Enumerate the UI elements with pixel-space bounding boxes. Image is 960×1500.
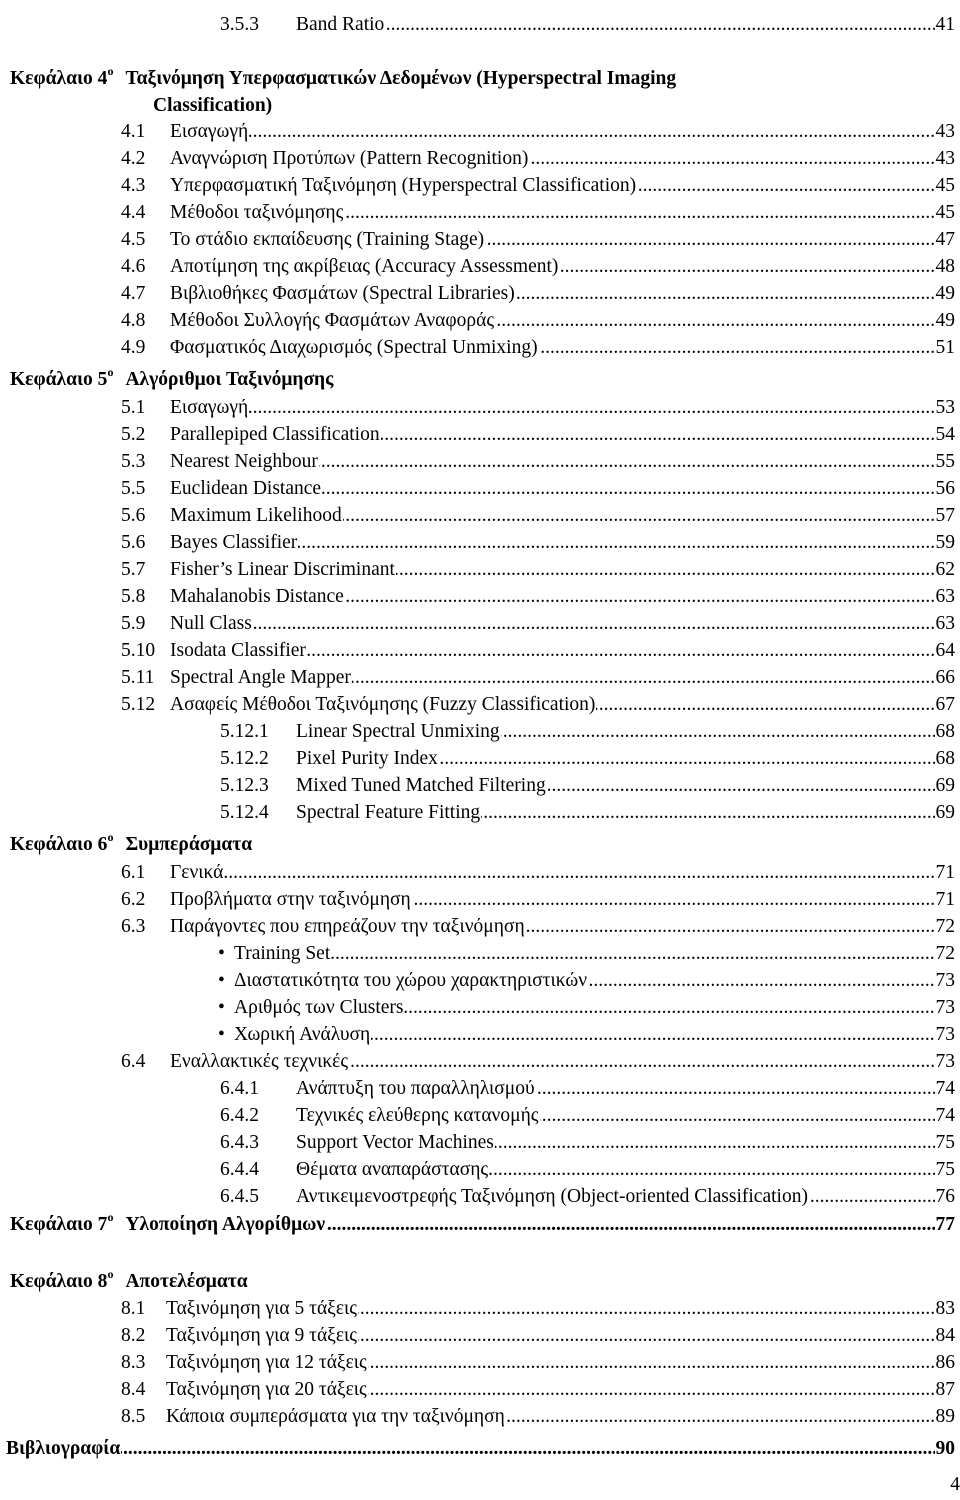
toc-entry[interactable] xyxy=(121,476,955,502)
page-ref: 83 xyxy=(935,1296,956,1322)
entry-number: 8.4 xyxy=(121,1379,146,1400)
entry-text xyxy=(220,1184,809,1210)
toc-chapter-entry[interactable] xyxy=(10,1269,955,1295)
page-ref: 56 xyxy=(935,476,956,502)
page-ref: 73 xyxy=(935,1022,956,1048)
entry-title: Προβλήματα στην ταξινόμηση xyxy=(170,889,411,910)
entry-number: 8.2 xyxy=(121,1325,146,1346)
entry-title: Αποτίμηση της ακρίβειας (Accuracy Assessment) xyxy=(170,256,559,277)
chapter-title: Ταξινόμηση Υπερφασματικών Δεδομένων (Hyperspectral Imaging xyxy=(125,68,677,89)
bullet-icon: • xyxy=(218,997,225,1018)
page-ref: 77 xyxy=(935,1212,956,1238)
entry-text xyxy=(121,254,559,280)
page-ref: 76 xyxy=(935,1184,956,1210)
entry-text xyxy=(121,860,224,886)
toc-entry[interactable] xyxy=(220,746,955,772)
entry-number: 5.6 xyxy=(121,532,146,553)
toc-entry[interactable] xyxy=(121,557,955,583)
page-ref: 86 xyxy=(935,1350,956,1376)
entry-title: Euclidean Distance xyxy=(170,478,322,499)
chapter-ordinal: ο xyxy=(107,64,114,78)
entry-text xyxy=(121,914,526,940)
entry-text xyxy=(121,638,307,664)
toc-entry[interactable] xyxy=(218,1022,955,1048)
entry-title: Parallepiped Classification xyxy=(170,424,380,445)
page-ref: 74 xyxy=(935,1076,956,1102)
entry-text xyxy=(121,665,352,691)
chapter-ordinal: ο xyxy=(107,830,114,844)
entry-title: Βιβλιογραφία xyxy=(6,1438,121,1459)
page-ref: 48 xyxy=(935,254,956,280)
entry-title: Mixed Tuned Matched Filtering xyxy=(296,775,546,796)
entry-text xyxy=(121,1323,358,1349)
entry-title: Nearest Neighbour xyxy=(170,451,318,472)
page-ref: 45 xyxy=(935,173,956,199)
entry-number: 6.4.4 xyxy=(220,1159,259,1180)
chapter-label: Κεφάλαιο 8 xyxy=(10,1271,108,1292)
page-ref: 71 xyxy=(935,860,956,886)
entry-text xyxy=(121,422,381,448)
entry-number: 6.1 xyxy=(121,862,146,883)
entry-number: 5.6 xyxy=(121,505,146,526)
entry-title: Ταξινόμηση για 5 τάξεις xyxy=(166,1298,358,1319)
entry-title: Το στάδιο εκπαίδευσης (Training Stage) xyxy=(170,229,485,250)
toc-entry[interactable] xyxy=(220,1157,955,1183)
toc-entry[interactable] xyxy=(121,1350,955,1376)
toc-chapter-entry[interactable] xyxy=(10,66,955,92)
page-ref: 55 xyxy=(935,449,956,475)
entry-number: 5.12 xyxy=(121,694,156,715)
toc-entry[interactable] xyxy=(6,1436,955,1462)
entry-number: 6.4.3 xyxy=(220,1132,259,1153)
chapter-label: Κεφάλαιο 7 xyxy=(10,1214,108,1235)
toc-entry[interactable] xyxy=(121,503,955,529)
toc-entry[interactable] xyxy=(121,887,955,913)
entry-title: Αντικειμενοστρεφής Ταξινόμηση (Object-oriented Classification) xyxy=(296,1186,808,1207)
entry-text xyxy=(121,281,516,307)
page-ref: 41 xyxy=(935,12,956,38)
bullet-icon: • xyxy=(218,970,225,991)
toc-entry[interactable] xyxy=(220,12,955,38)
toc-chapter-entry[interactable] xyxy=(10,1212,955,1238)
entry-text xyxy=(121,1296,358,1322)
toc-entry[interactable] xyxy=(121,119,955,145)
toc-entry[interactable] xyxy=(121,281,955,307)
entry-number: 4.8 xyxy=(121,310,146,331)
toc-entry[interactable] xyxy=(220,1130,955,1156)
entry-number: 4.4 xyxy=(121,202,146,223)
page-ref: 71 xyxy=(935,887,956,913)
entry-text xyxy=(10,367,334,393)
page-ref: 72 xyxy=(935,914,956,940)
chapter-ordinal: ο xyxy=(107,1267,114,1281)
entry-title: Ανάπτυξη του παραλληλισμού xyxy=(296,1078,535,1099)
entry-number: 4.5 xyxy=(121,229,146,250)
entry-text xyxy=(220,719,501,745)
entry-title: Isodata Classifier xyxy=(170,640,306,661)
entry-text xyxy=(218,941,331,967)
page-ref: 49 xyxy=(935,308,956,334)
entry-title: Διαστατικότητα του χώρου χαρακτηριστικών xyxy=(234,970,588,991)
page-ref: 75 xyxy=(935,1130,956,1156)
page-ref: 47 xyxy=(935,227,956,253)
entry-text xyxy=(121,887,412,913)
toc-entry[interactable] xyxy=(121,200,955,226)
entry-title: Θέματα αναπαράστασης xyxy=(296,1159,489,1180)
entry-number: 6.3 xyxy=(121,916,146,937)
entry-title: Mahalanobis Distance xyxy=(170,586,344,607)
entry-number: 5.9 xyxy=(121,613,146,634)
page-ref: 72 xyxy=(935,941,956,967)
page-ref: 87 xyxy=(935,1377,956,1403)
toc-entry[interactable] xyxy=(121,254,955,280)
entry-text xyxy=(121,611,253,637)
toc-entry[interactable] xyxy=(220,1076,955,1102)
dot-leader xyxy=(6,1436,955,1462)
entry-text xyxy=(10,1212,326,1238)
entry-number: 6.4.1 xyxy=(220,1078,259,1099)
toc-entry[interactable] xyxy=(121,584,955,610)
toc-entry[interactable] xyxy=(121,638,955,664)
entry-text xyxy=(6,1436,121,1462)
entry-number: 5.12.2 xyxy=(220,748,269,769)
chapter-label: Κεφάλαιο 6 xyxy=(10,834,108,855)
entry-text xyxy=(10,1269,249,1295)
entry-title: Ταξινόμηση για 20 τάξεις xyxy=(166,1379,367,1400)
chapter-title: Classification) xyxy=(153,93,273,119)
entry-text xyxy=(121,449,319,475)
page-ref: 73 xyxy=(935,1049,956,1075)
entry-title: Γενικά xyxy=(170,862,224,883)
page-ref: 43 xyxy=(935,146,956,172)
entry-number: 8.5 xyxy=(121,1406,146,1427)
chapter-title: Αποτελέσματα xyxy=(125,1271,248,1292)
page-ref: 68 xyxy=(935,746,956,772)
entry-title: Bayes Classifier xyxy=(170,532,298,553)
page-ref: 57 xyxy=(935,503,956,529)
entry-text xyxy=(121,146,529,172)
page-ref: 90 xyxy=(935,1436,956,1462)
toc-entry[interactable] xyxy=(121,914,955,940)
toc-entry[interactable] xyxy=(220,800,955,826)
entry-text xyxy=(220,1130,495,1156)
page-ref: 89 xyxy=(935,1404,956,1430)
entry-text xyxy=(121,227,485,253)
entry-title: Spectral Angle Mapper xyxy=(170,667,351,688)
entry-number: 5.12.4 xyxy=(220,802,269,823)
entry-text xyxy=(218,968,588,994)
entry-title: Spectral Feature Fitting xyxy=(296,802,481,823)
entry-title: Fisher’s Linear Discriminant xyxy=(170,559,395,580)
entry-text xyxy=(121,530,298,556)
entry-text xyxy=(10,66,677,92)
page-ref: 59 xyxy=(935,530,956,556)
entry-text xyxy=(218,1022,371,1048)
entry-number: 8.1 xyxy=(121,1298,146,1319)
entry-number: 5.5 xyxy=(121,478,146,499)
entry-title: Μέθοδοι Συλλογής Φασμάτων Αναφοράς xyxy=(170,310,495,331)
toc-entry[interactable] xyxy=(218,968,955,994)
entry-number: 4.1 xyxy=(121,121,146,142)
toc-entry[interactable] xyxy=(121,1323,955,1349)
page-ref: 84 xyxy=(935,1323,956,1349)
page-ref: 75 xyxy=(935,1157,956,1183)
toc-entry[interactable] xyxy=(121,395,955,421)
toc-entry[interactable] xyxy=(218,941,955,967)
chapter-label: Κεφάλαιο 5 xyxy=(10,369,108,390)
entry-number: 5.10 xyxy=(121,640,156,661)
entry-text xyxy=(220,773,547,799)
page-ref: 69 xyxy=(935,773,956,799)
entry-text xyxy=(220,1103,540,1129)
page-ref: 69 xyxy=(935,800,956,826)
entry-text xyxy=(121,173,637,199)
dot-leader xyxy=(121,860,955,886)
entry-title: Υπερφασματική Ταξινόμηση (Hyperspectral Classification) xyxy=(170,175,637,196)
toc-entry[interactable] xyxy=(121,1296,955,1322)
entry-text xyxy=(121,503,343,529)
toc-entry[interactable] xyxy=(121,173,955,199)
entry-number: 6.2 xyxy=(121,889,146,910)
entry-text xyxy=(121,395,249,421)
page-ref: 49 xyxy=(935,281,956,307)
entry-title: Αναγνώριση Προτύπων (Pattern Recognition) xyxy=(170,148,529,169)
entry-title: Τεχνικές ελεύθερης κατανομής xyxy=(296,1105,539,1126)
entry-title: Αριθμός των Clusters xyxy=(234,997,404,1018)
entry-title: Φασματικός Διαχωρισμός (Spectral Unmixing) xyxy=(170,337,538,358)
chapter-title: Συμπεράσματα xyxy=(125,834,253,855)
page-ref: 63 xyxy=(935,611,956,637)
toc-chapter-entry[interactable] xyxy=(10,367,955,393)
toc-entry[interactable] xyxy=(220,1103,955,1129)
bullet-icon: • xyxy=(218,943,225,964)
toc-chapter-entry[interactable] xyxy=(10,832,955,858)
entry-number: 5.8 xyxy=(121,586,146,607)
page-ref: 54 xyxy=(935,422,956,448)
entry-text xyxy=(220,800,481,826)
entry-number: 4.7 xyxy=(121,283,146,304)
page-ref: 62 xyxy=(935,557,956,583)
toc-entry[interactable] xyxy=(121,449,955,475)
page-ref: 66 xyxy=(935,665,956,691)
page-ref: 45 xyxy=(935,200,956,226)
page-ref: 51 xyxy=(935,335,956,361)
entry-text xyxy=(121,584,345,610)
entry-number: 5.12.1 xyxy=(220,721,269,742)
toc-entry[interactable] xyxy=(121,227,955,253)
chapter-label: Κεφάλαιο 4 xyxy=(10,68,108,89)
entry-text xyxy=(121,476,322,502)
entry-title: Null Class xyxy=(170,613,252,634)
entry-number: 6.4.2 xyxy=(220,1105,259,1126)
entry-text xyxy=(121,1350,368,1376)
entry-title: Maximum Likelihood xyxy=(170,505,342,526)
toc-entry[interactable] xyxy=(121,308,955,334)
toc-entry[interactable] xyxy=(121,665,955,691)
chapter-ordinal: ο xyxy=(107,1210,114,1224)
entry-number: 8.3 xyxy=(121,1352,146,1373)
entry-text xyxy=(121,1404,506,1430)
entry-number: 5.3 xyxy=(121,451,146,472)
page-ref: 74 xyxy=(935,1103,956,1129)
entry-number: 5.1 xyxy=(121,397,146,418)
entry-text xyxy=(121,335,539,361)
toc-entry[interactable] xyxy=(121,1049,955,1075)
chapter-title: Υλοποίηση Αλγορίθμων xyxy=(125,1214,326,1235)
entry-title: Παράγοντες που επηρεάζουν την ταξινόμηση xyxy=(170,916,525,937)
entry-number: 5.7 xyxy=(121,559,146,580)
chapter-title: Αλγόριθμοι Ταξινόμησης xyxy=(125,369,334,390)
entry-number: 4.2 xyxy=(121,148,146,169)
page-ref: 43 xyxy=(935,119,956,145)
toc-entry[interactable] xyxy=(121,1377,955,1403)
toc-entry[interactable] xyxy=(121,1404,955,1430)
toc-entry[interactable] xyxy=(220,1184,955,1210)
entry-title: Support Vector Machines xyxy=(296,1132,494,1153)
entry-number: 4.6 xyxy=(121,256,146,277)
bullet-icon: • xyxy=(218,1024,225,1045)
entry-text xyxy=(220,746,439,772)
entry-title: Εναλλακτικές τεχνικές xyxy=(170,1051,349,1072)
entry-number: 4.9 xyxy=(121,337,146,358)
toc-entry[interactable] xyxy=(121,422,955,448)
toc-entry[interactable] xyxy=(121,611,955,637)
entry-text xyxy=(220,1157,489,1183)
page-ref: 64 xyxy=(935,638,956,664)
page-number: 4 xyxy=(950,1474,960,1495)
entry-title: Μέθοδοι ταξινόμησης xyxy=(170,202,344,223)
toc-entry[interactable] xyxy=(121,860,955,886)
toc-entry[interactable] xyxy=(220,773,955,799)
toc-entry[interactable] xyxy=(121,335,955,361)
chapter-ordinal: ο xyxy=(107,365,114,379)
entry-title: Ταξινόμηση για 12 τάξεις xyxy=(166,1352,367,1373)
toc-entry[interactable] xyxy=(121,146,955,172)
entry-text xyxy=(10,832,253,858)
entry-text xyxy=(121,308,495,334)
entry-title: Ταξινόμηση για 9 τάξεις xyxy=(166,1325,358,1346)
entry-text xyxy=(121,119,249,145)
toc-entry[interactable] xyxy=(121,692,955,718)
entry-title: Χωρική Ανάλυση xyxy=(234,1024,371,1045)
page-ref: 63 xyxy=(935,584,956,610)
entry-title: Band Ratio xyxy=(296,14,385,35)
entry-title: Εισαγωγή xyxy=(170,121,249,142)
page-ref: 53 xyxy=(935,395,956,421)
entry-title: Linear Spectral Unmixing xyxy=(296,721,500,742)
entry-text xyxy=(220,12,385,38)
page-ref: 67 xyxy=(935,692,956,718)
entry-title: Κάποια συμπεράσματα για την ταξινόμηση xyxy=(166,1406,505,1427)
toc-entry[interactable] xyxy=(220,719,955,745)
toc-entry[interactable] xyxy=(121,530,955,556)
entry-text xyxy=(220,1076,536,1102)
page-ref: 73 xyxy=(935,995,956,1021)
entry-text xyxy=(218,995,404,1021)
page-ref: 73 xyxy=(935,968,956,994)
entry-text xyxy=(121,557,396,583)
entry-title: Βιβλιοθήκες Φασμάτων (Spectral Libraries) xyxy=(170,283,515,304)
entry-title: Pixel Purity Index xyxy=(296,748,438,769)
entry-text xyxy=(121,1377,368,1403)
entry-text xyxy=(121,200,344,226)
entry-number: 4.3 xyxy=(121,175,146,196)
entry-title: Ασαφείς Μέθοδοι Ταξινόμησης (Fuzzy Classification) xyxy=(170,694,596,715)
entry-number: 5.11 xyxy=(121,667,155,688)
entry-number: 6.4.5 xyxy=(220,1186,259,1207)
entry-number: 5.2 xyxy=(121,424,146,445)
entry-title: Εισαγωγή xyxy=(170,397,249,418)
entry-text xyxy=(121,1049,349,1075)
entry-text xyxy=(121,692,596,718)
entry-number: 6.4 xyxy=(121,1051,146,1072)
entry-number: 5.12.3 xyxy=(220,775,269,796)
page-ref: 68 xyxy=(935,719,956,745)
entry-title: Training Set xyxy=(234,943,331,964)
entry-number: 3.5.3 xyxy=(220,14,259,35)
toc-entry[interactable] xyxy=(218,995,955,1021)
